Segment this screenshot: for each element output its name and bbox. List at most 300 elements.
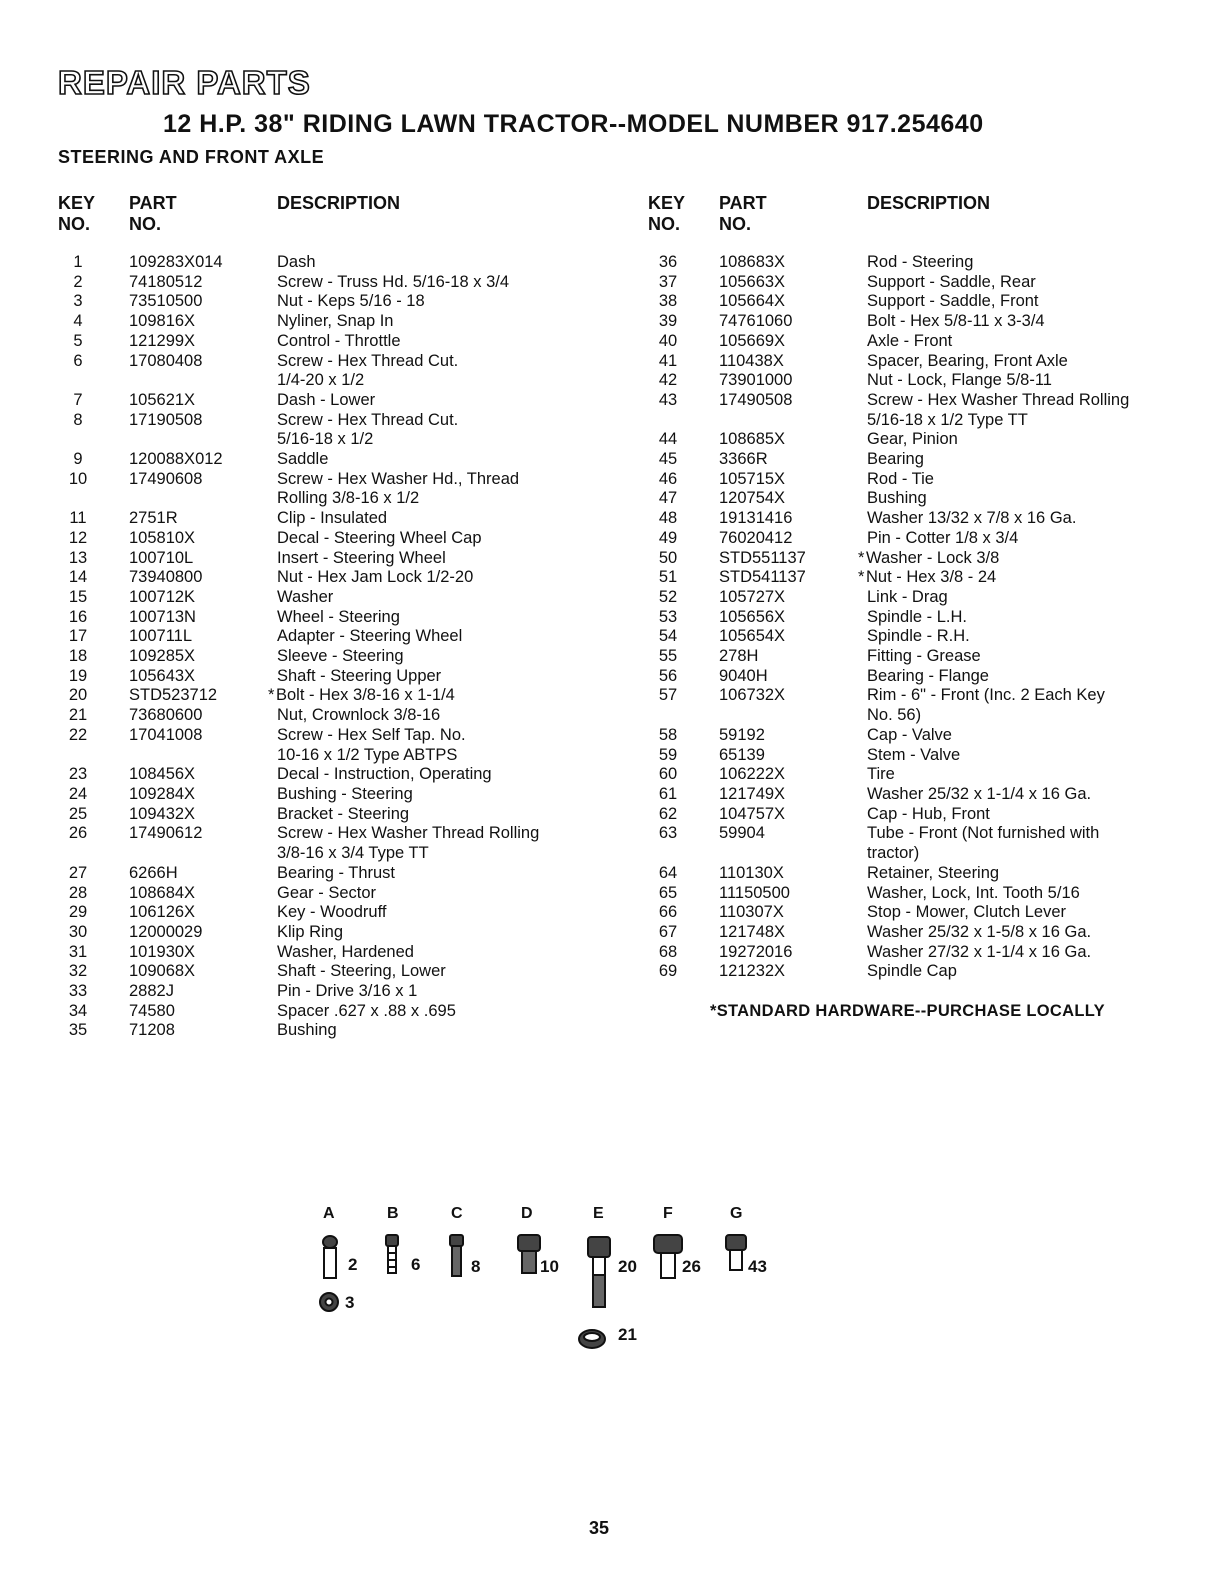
key-number: 3	[73, 292, 83, 311]
description-line: Bracket - Steering	[277, 804, 410, 823]
table-row	[648, 647, 1177, 667]
key-number: 30	[68, 922, 88, 941]
part-number: 120088X012	[129, 450, 223, 469]
table-row	[58, 352, 577, 391]
key-number: 52	[658, 587, 678, 606]
part-description	[867, 805, 1177, 825]
table-row	[58, 667, 577, 687]
part-number: 110130X	[719, 863, 784, 882]
part-description	[867, 962, 1177, 982]
table-row	[648, 765, 1177, 785]
table-row	[648, 805, 1177, 825]
part-number: 105810X	[129, 528, 196, 547]
part-number: 101930X	[129, 942, 196, 961]
part-number: 17041008	[129, 725, 203, 744]
part-description	[867, 884, 1177, 904]
key-number: 17	[68, 627, 88, 646]
part-description	[277, 332, 577, 352]
description-line: Bolt - Hex 5/8-11 x 3-3/4	[867, 312, 1045, 331]
part-description	[277, 273, 577, 293]
table-row	[58, 568, 577, 588]
table-row	[58, 253, 577, 273]
description-line-2: No. 56)	[867, 706, 922, 725]
table-row	[648, 746, 1177, 766]
description-line: Bearing - Thrust	[277, 863, 395, 882]
part-description	[867, 824, 1177, 863]
description-line: Gear, Pinion	[867, 430, 958, 449]
description-line: Clip - Insulated	[277, 509, 388, 528]
legend-key-3: 3	[345, 1293, 355, 1312]
description-line: Axle - Front	[867, 331, 953, 350]
part-number: 120754X	[719, 489, 786, 508]
description-line: Screw - Hex Thread Cut.	[277, 410, 459, 429]
hardware-legend-drawing	[300, 1205, 820, 1365]
key-number: 54	[658, 627, 678, 646]
table-row	[58, 943, 577, 963]
part-description	[277, 312, 577, 332]
table-row	[58, 608, 577, 628]
key-number: 67	[658, 922, 678, 941]
key-number: 21	[68, 706, 88, 725]
legend-key-43: 43	[748, 1257, 767, 1276]
description-line: Bolt - Hex 3/8-16 x 1-1/4	[276, 686, 455, 705]
part-number: 100712K	[129, 587, 196, 606]
key-number: 63	[658, 824, 678, 843]
part-description	[277, 765, 577, 785]
key-number: 47	[658, 489, 678, 508]
column-headers	[58, 193, 577, 253]
key-number: 55	[658, 647, 678, 666]
table-row	[648, 450, 1177, 470]
key-number: 43	[658, 390, 678, 409]
table-row	[648, 391, 1177, 430]
part-description	[867, 371, 1177, 391]
legend-letter-e: E	[593, 1205, 604, 1222]
key-number: 69	[658, 962, 678, 981]
table-row	[648, 253, 1177, 273]
key-number: 11	[69, 509, 87, 528]
table-row	[58, 509, 577, 529]
description-line: Cap - Hub, Front	[867, 804, 990, 823]
key-number: 68	[658, 942, 678, 961]
legend-key-20: 20	[618, 1257, 637, 1276]
part-number: 105654X	[719, 627, 786, 646]
description-line-2: 5/16-18 x 1/2 Type TT	[867, 410, 1028, 429]
table-row	[648, 686, 1177, 725]
part-description	[867, 292, 1177, 312]
part-number: 65139	[719, 745, 765, 764]
part-number: STD523712	[129, 686, 218, 705]
parts-list-right	[648, 253, 1177, 982]
key-number: 50	[658, 548, 678, 567]
description-line: Nut - Hex Jam Lock 1/2-20	[277, 568, 474, 587]
part-description	[867, 470, 1177, 490]
table-row	[58, 864, 577, 884]
standard-hardware-note: *STANDARD HARDWARE--PURCHASE LOCALLY	[710, 1002, 1105, 1021]
part-description	[867, 903, 1177, 923]
table-row	[58, 292, 577, 312]
table-row	[58, 529, 577, 549]
part-number: 11150500	[719, 883, 790, 902]
description-line: Screw - Truss Hd. 5/16-18 x 3/4	[277, 272, 510, 291]
part-description	[277, 805, 577, 825]
parts-column-right	[648, 193, 1177, 1021]
part-description	[867, 430, 1177, 450]
table-row	[58, 1021, 577, 1041]
table-row	[58, 982, 577, 1002]
hex-bolt-icon	[588, 1237, 610, 1307]
washer-thread-rolling-screw-icon	[654, 1235, 682, 1278]
part-number: 6266H	[129, 863, 178, 882]
standard-hardware-marker: *	[858, 548, 865, 567]
part-description	[867, 608, 1177, 628]
part-description	[277, 884, 577, 904]
part-number: 105643X	[129, 666, 196, 685]
part-description	[858, 568, 1177, 588]
table-row	[58, 627, 577, 647]
legend-letter-c: C	[451, 1205, 463, 1222]
table-row	[648, 667, 1177, 687]
part-description	[277, 568, 577, 588]
table-row	[648, 962, 1177, 982]
part-number: 73510500	[129, 292, 203, 311]
part-description	[867, 588, 1177, 608]
description-line-2: Rolling 3/8-16 x 1/2	[277, 489, 420, 508]
hardware-legend	[300, 1205, 820, 1365]
key-number: 29	[68, 903, 88, 922]
part-number: 108684X	[129, 883, 196, 902]
description-line: Dash	[277, 253, 316, 271]
description-line: Screw - Hex Washer Thread Rolling	[867, 390, 1130, 409]
part-description	[867, 312, 1177, 332]
description-line: Nut - Lock, Flange 5/8-11	[867, 371, 1052, 390]
part-description	[277, 450, 577, 470]
key-number: 24	[68, 784, 88, 803]
key-number: 56	[658, 666, 678, 685]
description-line: Adapter - Steering Wheel	[277, 627, 463, 646]
description-line: Pin - Drive 3/16 x 1	[277, 982, 418, 1001]
part-number: 109068X	[129, 962, 196, 981]
table-row	[648, 726, 1177, 746]
part-description	[867, 746, 1177, 766]
description-line: Tire	[867, 765, 895, 784]
key-number: 65	[658, 883, 678, 902]
key-number: 27	[68, 863, 88, 882]
hex-screw-icon	[386, 1235, 398, 1273]
part-description	[277, 824, 577, 863]
page-number: 35	[589, 1518, 610, 1538]
description-line: Bearing	[867, 450, 924, 469]
table-row	[58, 785, 577, 805]
part-number: 108685X	[719, 430, 786, 449]
table-row	[58, 686, 577, 706]
key-number: 25	[68, 804, 88, 823]
part-number: 19272016	[719, 942, 793, 961]
table-row	[648, 292, 1177, 312]
table-row	[648, 529, 1177, 549]
part-description	[867, 667, 1177, 687]
part-number: 17080408	[129, 351, 203, 370]
key-number: 28	[68, 883, 88, 902]
part-number: STD541137	[719, 568, 806, 587]
key-number: 38	[658, 292, 678, 311]
table-row	[58, 765, 577, 785]
description-line: Nut - Hex 3/8 - 24	[866, 568, 997, 587]
part-number: 17490612	[129, 824, 203, 843]
key-number: 26	[68, 824, 88, 843]
part-description	[867, 273, 1177, 293]
description-line: Gear - Sector	[277, 883, 377, 902]
part-number: 2751R	[129, 509, 178, 528]
description-line: Washer 25/32 x 1-1/4 x 16 Ga.	[867, 784, 1092, 803]
legend-key-8: 8	[471, 1257, 481, 1276]
part-number: 108456X	[129, 765, 196, 784]
description-line: Control - Throttle	[277, 331, 401, 350]
description-line: Link - Drag	[867, 587, 948, 606]
description-line: Klip Ring	[277, 922, 344, 941]
standard-hardware-marker: *	[268, 686, 275, 705]
description-line: Washer 13/32 x 7/8 x 16 Ga.	[867, 509, 1077, 528]
part-description	[277, 411, 577, 450]
part-description	[277, 352, 577, 391]
legend-key-2: 2	[348, 1255, 358, 1274]
key-number: 46	[658, 469, 678, 488]
description-line: Key - Woodruff	[277, 903, 387, 922]
part-number: 73901000	[719, 371, 793, 390]
key-number: 19	[68, 666, 88, 685]
part-number: 106222X	[719, 765, 786, 784]
part-number: 74761060	[719, 312, 793, 331]
crownlock-nut-icon	[579, 1330, 605, 1348]
part-number: 12000029	[129, 922, 203, 941]
table-row	[58, 805, 577, 825]
legend-key-21: 21	[618, 1325, 637, 1344]
part-number: 17190508	[129, 410, 203, 429]
part-description	[277, 903, 577, 923]
table-row	[58, 726, 577, 765]
part-number: 9040H	[719, 666, 768, 685]
part-number: 121232X	[719, 962, 786, 981]
part-description	[867, 726, 1177, 746]
key-number: 22	[68, 725, 88, 744]
description-line: Spindle - L.H.	[867, 607, 967, 626]
table-row	[58, 312, 577, 332]
part-number: 105715X	[719, 469, 786, 488]
part-number: 121299X	[129, 331, 196, 350]
description-line: Washer - Lock 3/8	[866, 548, 1000, 567]
part-number: 105621X	[129, 390, 196, 409]
part-description	[277, 647, 577, 667]
part-number: 110307X	[719, 903, 784, 922]
part-description	[277, 549, 577, 569]
page-title: REPAIR PARTS	[58, 64, 311, 101]
part-number: 121749X	[719, 784, 786, 803]
key-number: 33	[68, 982, 88, 1001]
part-description	[867, 785, 1177, 805]
description-line: Saddle	[277, 450, 329, 469]
table-row	[648, 903, 1177, 923]
key-number: 61	[658, 784, 678, 803]
table-row	[648, 489, 1177, 509]
key-number: 34	[68, 1001, 88, 1020]
table-row	[58, 923, 577, 943]
description-line: Decal - Instruction, Operating	[277, 765, 492, 784]
key-number: 42	[658, 371, 678, 390]
key-number: 15	[68, 587, 88, 606]
key-number: 16	[68, 607, 88, 626]
part-description	[277, 785, 577, 805]
key-number: 10	[68, 469, 88, 488]
description-line: Sleeve - Steering	[277, 647, 404, 666]
legend-key-6: 6	[411, 1255, 421, 1274]
key-number: 59	[658, 745, 678, 764]
part-description	[277, 706, 577, 726]
key-number: 64	[658, 863, 678, 882]
part-description	[277, 627, 577, 647]
part-no-header: PART NO.	[719, 193, 767, 234]
table-row	[648, 943, 1177, 963]
part-description	[867, 627, 1177, 647]
description-line: Cap - Valve	[867, 725, 952, 744]
key-number: 66	[658, 903, 678, 922]
small-washer-screw-icon	[726, 1235, 746, 1270]
key-number: 5	[73, 331, 83, 350]
part-description	[277, 588, 577, 608]
legend-letter-g: G	[730, 1205, 743, 1222]
part-description	[867, 923, 1177, 943]
part-no-header: PART NO.	[129, 193, 177, 234]
key-number: 4	[73, 312, 83, 331]
description-line: Nut - Keps 5/16 - 18	[277, 292, 425, 311]
key-number: 49	[658, 528, 678, 547]
table-row	[58, 450, 577, 470]
table-row	[648, 608, 1177, 628]
legend-letter-a: A	[323, 1205, 335, 1222]
description-line: Washer, Lock, Int. Tooth 5/16	[867, 883, 1080, 902]
part-number: 100710L	[129, 548, 194, 567]
key-number: 62	[658, 804, 678, 823]
part-number: 73680600	[129, 706, 203, 725]
legend-key-26: 26	[682, 1257, 701, 1276]
description-line: Pin - Cotter 1/8 x 3/4	[867, 528, 1019, 547]
table-row	[648, 430, 1177, 450]
part-description	[277, 864, 577, 884]
part-number: 109283X014	[129, 253, 223, 271]
description-line: Screw - Hex Self Tap. No.	[277, 725, 466, 744]
table-row	[58, 1002, 577, 1022]
description-line: Stop - Mower, Clutch Lever	[867, 903, 1066, 922]
model-subtitle: 12 H.P. 38" RIDING LAWN TRACTOR--MODEL NUMBER 917.254640	[163, 110, 984, 138]
table-row	[648, 568, 1177, 588]
description-header: DESCRIPTION	[867, 193, 991, 213]
part-number: 109432X	[129, 804, 196, 823]
key-number: 18	[68, 647, 88, 666]
description-line: Screw - Hex Thread Cut.	[277, 351, 459, 370]
key-number: 40	[658, 331, 678, 350]
key-no-header: KEY NO.	[648, 193, 686, 234]
key-number: 8	[73, 410, 83, 429]
description-line: Shaft - Steering Upper	[277, 666, 442, 685]
keps-nut-icon	[320, 1293, 338, 1311]
description-line: Shaft - Steering, Lower	[277, 962, 446, 981]
part-number: 71208	[129, 1021, 175, 1040]
description-line: Washer, Hardened	[277, 942, 414, 961]
part-description	[867, 686, 1177, 725]
standard-hardware-marker: *	[858, 568, 865, 587]
key-number: 13	[68, 548, 88, 567]
description-line: Spindle Cap	[867, 962, 957, 981]
description-line: Bushing	[867, 489, 927, 508]
part-number: 100711L	[129, 627, 193, 646]
description-line-2: 10-16 x 1/2 Type ABTPS	[277, 745, 458, 764]
table-row	[648, 332, 1177, 352]
description-line: Support - Saddle, Rear	[867, 272, 1036, 291]
part-description	[867, 352, 1177, 372]
part-number: 105727X	[719, 587, 786, 606]
table-row	[648, 864, 1177, 884]
table-row	[648, 549, 1177, 569]
part-description	[277, 529, 577, 549]
key-no-header: KEY NO.	[58, 193, 96, 234]
table-row	[58, 706, 577, 726]
table-row	[648, 923, 1177, 943]
part-number: 59904	[719, 824, 765, 843]
description-line: Washer 25/32 x 1-5/8 x 16 Ga.	[867, 922, 1092, 941]
key-number: 7	[73, 390, 83, 409]
description-line: Spacer, Bearing, Front Axle	[867, 351, 1068, 370]
description-line: Insert - Steering Wheel	[277, 548, 446, 567]
part-number: 106732X	[719, 686, 786, 705]
key-number: 60	[658, 765, 678, 784]
description-line: Retainer, Steering	[867, 863, 1000, 882]
part-description	[867, 332, 1177, 352]
key-number: 48	[658, 509, 678, 528]
key-number: 1	[73, 253, 83, 271]
description-line: Wheel - Steering	[277, 607, 400, 626]
key-number: 2	[73, 272, 83, 291]
part-description	[277, 1002, 577, 1022]
description-line: Decal - Steering Wheel Cap	[277, 528, 482, 547]
key-number: 9	[73, 450, 83, 469]
description-line: Dash - Lower	[277, 390, 376, 409]
part-description	[277, 253, 577, 273]
part-number: 110438X	[719, 351, 784, 370]
description-line: Bushing	[277, 1021, 337, 1040]
table-row	[58, 824, 577, 863]
description-line: Rim - 6" - Front (Inc. 2 Each Key	[867, 686, 1105, 705]
part-number: 109285X	[129, 647, 196, 666]
part-number: 59192	[719, 725, 765, 744]
table-row	[648, 785, 1177, 805]
part-description	[277, 726, 577, 765]
key-number: 12	[68, 528, 88, 547]
table-row	[58, 549, 577, 569]
description-line: Bushing - Steering	[277, 784, 413, 803]
part-description	[867, 509, 1177, 529]
part-number: 109816X	[129, 312, 196, 331]
key-number: 31	[68, 942, 88, 961]
table-row	[648, 352, 1177, 372]
description-line: Stem - Valve	[867, 745, 961, 764]
table-row	[58, 411, 577, 450]
part-number: 105664X	[719, 292, 786, 311]
part-description	[277, 982, 577, 1002]
part-description	[277, 391, 577, 411]
table-row	[648, 273, 1177, 293]
description-line: Tube - Front (Not furnished with	[867, 824, 1100, 843]
section-heading: STEERING AND FRONT AXLE	[58, 147, 325, 167]
part-description	[867, 864, 1177, 884]
